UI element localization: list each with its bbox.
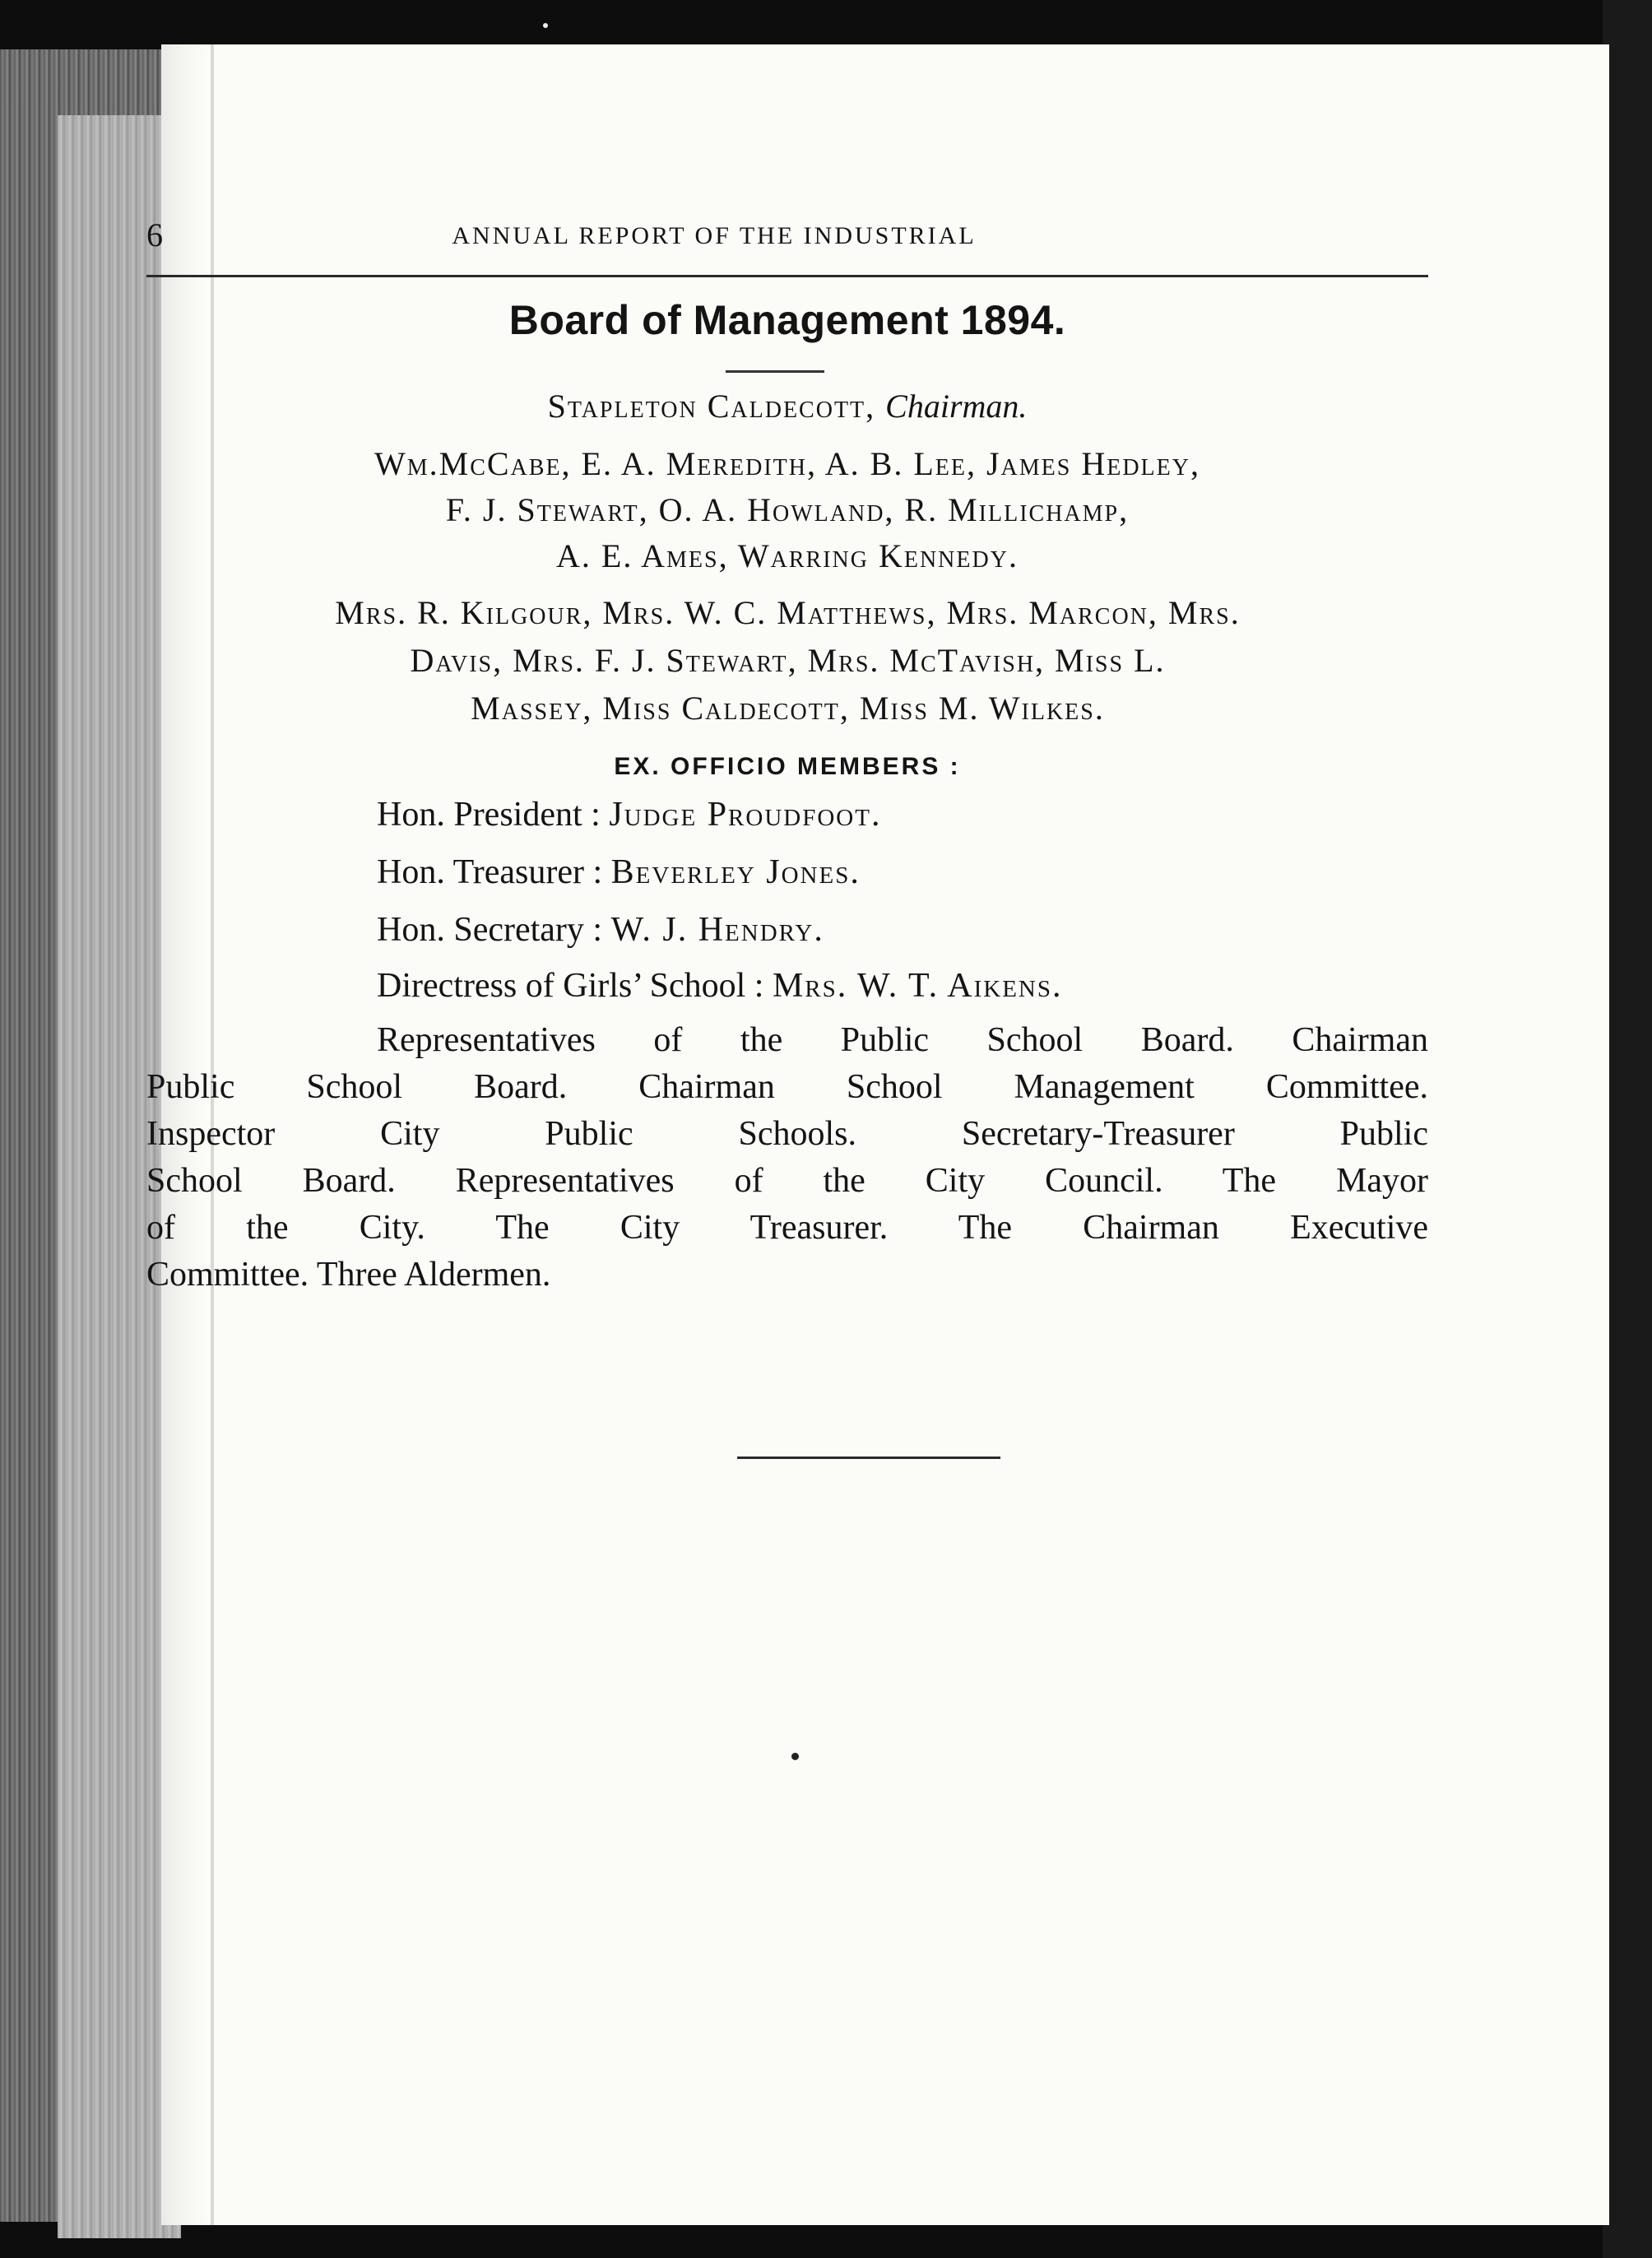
ink-speck: [791, 1753, 799, 1760]
running-header-title: ANNUAL REPORT OF THE INDUSTRIAL: [452, 222, 977, 249]
ink-speck: [543, 23, 548, 28]
officer-name: Beverley Jones.: [610, 853, 861, 891]
members-women-line: Mrs. R. Kilgour, Mrs. W. C. Matthews, Mrs. Marcon, Mrs.: [335, 594, 1241, 631]
paragraph-line: School Board. Representatives of the City Council. The Mayor: [146, 1162, 1428, 1200]
title-divider: [726, 370, 824, 373]
page-title: Board of Management 1894.: [508, 297, 1066, 343]
members-men-line: A. E. Ames, Warring Kennedy.: [556, 537, 1019, 574]
running-header: [146, 216, 1428, 257]
members-women-line: Davis, Mrs. F. J. Stewart, Mrs. McTavish, Miss L.: [410, 642, 1166, 679]
chairman-name: Stapleton Caldecott: [547, 388, 866, 425]
officer-title: Hon. Treasurer :: [377, 853, 603, 891]
paragraph-line: Committee. Three Aldermen.: [146, 1256, 551, 1294]
end-divider: [737, 1457, 1000, 1459]
officer-name: Mrs. W. T. Aikens.: [772, 967, 1063, 1005]
officer-title: Hon. Secretary :: [377, 911, 603, 949]
page-number: 6: [146, 216, 163, 253]
officer-row: [377, 966, 1062, 1006]
officer-title: Directress of Girls’ School :: [377, 967, 764, 1005]
officer-name: W. J. Hendry.: [610, 911, 824, 949]
officer-row: [377, 910, 824, 950]
paragraph-line: Representatives of the Public School Board. Chairman: [377, 1021, 1428, 1059]
officer-row: [377, 853, 861, 892]
chairman-separator: ,: [865, 388, 886, 425]
header-rule: [146, 275, 1428, 277]
chairman-line: [146, 387, 1428, 425]
chairman-role: Chairman.: [885, 388, 1028, 425]
officer-name: Judge Proudfoot.: [609, 796, 882, 834]
members-list-men: [146, 441, 1428, 579]
paragraph-line: of the City. The City Treasurer. The Chairman Executive: [146, 1209, 1428, 1247]
paragraph-line: Inspector City Public Schools. Secretary-Treasurer Public: [146, 1115, 1428, 1153]
ex-officio-heading: EX. OFFICIO MEMBERS :: [614, 753, 961, 780]
paragraph-line: Public School Board. Chairman School Management Committee.: [146, 1068, 1428, 1106]
representatives-paragraph: [146, 1017, 1428, 1299]
members-men-line: F. J. Stewart, O. A. Howland, R. Millichamp,: [445, 491, 1130, 528]
officer-row: [377, 795, 881, 834]
book-cover-edge: [1603, 0, 1652, 2258]
members-men-line: Wm.McCabe, E. A. Meredith, A. B. Lee, James Hedley,: [374, 445, 1200, 482]
members-list-women: [140, 589, 1436, 732]
officer-title: Hon. President :: [377, 796, 601, 834]
members-women-line: Massey, Miss Caldecott, Miss M. Wilkes.: [471, 690, 1105, 727]
